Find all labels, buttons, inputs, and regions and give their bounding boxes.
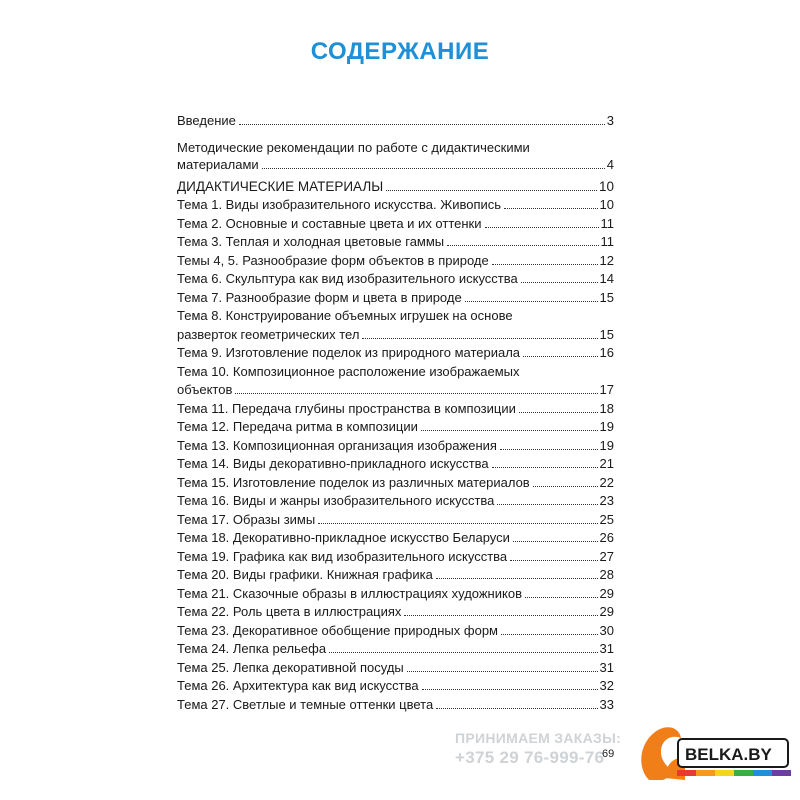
dot-leader: [492, 264, 598, 265]
dot-leader: [386, 190, 597, 191]
toc-section-didactic: [177, 178, 614, 197]
dot-leader: [447, 245, 598, 246]
toc-entry-title: Методические рекомендации по работе с дидактическими: [177, 139, 530, 155]
dot-leader: [533, 486, 598, 487]
toc-entry-title: Тема 1. Виды изобразительного искусства. Живопись: [177, 197, 502, 212]
toc-entry-title: Тема 25. Лепка декоративной посуды: [177, 659, 404, 675]
toc-entry: [177, 270, 614, 289]
logo-text: BELKA.BY: [677, 738, 789, 768]
toc-entry-title: Тема 6. Скульптура как вид изобразительного искусства: [177, 271, 518, 286]
toc-entry-title: Тема 20. Виды графики. Книжная графика: [177, 567, 433, 582]
toc-entry-page: 19: [599, 437, 614, 453]
toc-entry: [177, 585, 614, 604]
toc-entry-title: Тема 23. Декоративное обобщение природных форм: [177, 622, 498, 638]
toc-entry-title: Тема 18. Декоративно-прикладное искусство Беларуси: [177, 530, 510, 545]
dot-leader: [504, 208, 597, 209]
toc-entry-title: Тема 17. Образы зимы: [177, 511, 316, 527]
watermark-phone: +375 29 76-999-76: [455, 748, 605, 767]
toc-entry: [177, 677, 614, 696]
toc-entry-page: 30: [599, 622, 614, 638]
dot-leader: [497, 504, 597, 505]
page-title: СОДЕРЖАНИЕ: [310, 38, 490, 65]
toc-entry-page: 11: [600, 215, 614, 231]
toc-entry-page: 17: [599, 382, 614, 397]
toc-entry-title: Тема 21. Сказочные образы в иллюстрациях художников: [177, 585, 522, 601]
dot-leader: [262, 168, 605, 169]
toc-entry-page: 22: [599, 474, 614, 490]
dot-leader: [239, 124, 605, 125]
toc-entry: [177, 252, 614, 271]
toc-entry-page: 14: [599, 271, 614, 286]
toc-entry: [177, 233, 614, 252]
toc-entry-title: Темы 4, 5. Разнообразие форм объектов в природе: [177, 252, 489, 268]
toc-entry-title: Тема 24. Лепка рельефа: [177, 641, 327, 656]
logo-rainbow-stripe: [677, 770, 791, 776]
toc-entry-page: 28: [599, 567, 614, 582]
toc-entry: [177, 344, 614, 363]
toc-entry-title: Тема 15. Изготовление поделок из различных материалов: [177, 474, 530, 490]
dot-leader: [525, 597, 598, 598]
toc-entry-page: 10: [598, 178, 614, 194]
dot-leader: [519, 412, 598, 413]
toc-entry-page: 21: [599, 456, 614, 471]
toc-entry: [177, 215, 614, 234]
toc-entry-methodical: [177, 139, 614, 174]
toc-entry-page: 3: [606, 113, 614, 128]
dot-leader: [501, 634, 598, 635]
toc-entry: [177, 603, 614, 622]
toc-entry-title: Тема 9. Изготовление поделок из природного материала: [177, 345, 521, 360]
toc-entry-page: 4: [606, 156, 614, 172]
toc-section-title: ДИДАКТИЧЕСКИЕ МАТЕРИАЛЫ: [177, 178, 384, 194]
toc-entry-title-cont: разверток геометрических тел: [177, 326, 360, 342]
dot-leader: [407, 671, 598, 672]
toc-entry: [177, 492, 614, 511]
toc-entry: [177, 640, 614, 659]
toc-entry-page: 26: [599, 530, 614, 545]
dot-leader: [329, 652, 597, 653]
toc-entry: [177, 696, 614, 715]
toc-entry-page: 23: [599, 493, 614, 508]
toc-entry: [177, 548, 614, 567]
toc-entry-title: Введение: [177, 113, 236, 128]
toc-entry-8: [177, 307, 614, 344]
toc-entry-title: Тема 7. Разнообразие форм и цвета в природе: [177, 289, 462, 305]
toc-entry-title: Тема 3. Теплая и холодная цветовые гаммы: [177, 234, 445, 249]
toc-entry: [177, 566, 614, 585]
toc-entry-page: 11: [600, 234, 614, 249]
toc-entry: [177, 400, 614, 419]
toc-entry-title: Тема 8. Конструирование объемных игрушек на основе: [177, 308, 513, 323]
dot-leader: [485, 227, 599, 228]
dot-leader: [422, 689, 598, 690]
toc-entry-intro: [177, 112, 614, 131]
toc-entry: [177, 529, 614, 548]
dot-leader: [235, 393, 597, 394]
dot-leader: [500, 449, 598, 450]
toc-entry-page: 16: [599, 345, 614, 360]
dot-leader: [436, 708, 597, 709]
dot-leader: [421, 430, 598, 431]
dot-leader: [523, 356, 597, 357]
toc-entry-page: 33: [599, 696, 614, 712]
toc-entry-page: 32: [599, 678, 614, 693]
dot-leader: [510, 560, 597, 561]
dot-leader: [362, 338, 597, 339]
toc-entry: [177, 511, 614, 530]
toc-entry-page: 15: [599, 289, 614, 305]
toc-entry: [177, 455, 614, 474]
dot-leader: [521, 282, 598, 283]
table-of-contents: [177, 112, 614, 714]
toc-entry-page: 31: [599, 641, 614, 656]
toc-entry: [177, 622, 614, 641]
page-number: 69: [602, 748, 615, 760]
order-watermark: [455, 728, 655, 768]
toc-entry-page: 15: [599, 326, 614, 342]
toc-entry-title: Тема 14. Виды декоративно-прикладного искусства: [177, 456, 489, 471]
toc-entry: [177, 474, 614, 493]
dot-leader: [318, 523, 597, 524]
toc-entry-page: 10: [599, 197, 614, 212]
toc-entry-title: Тема 22. Роль цвета в иллюстрациях: [177, 604, 402, 619]
toc-entry: [177, 196, 614, 215]
toc-entry-title: Тема 12. Передача ритма в композиции: [177, 419, 418, 434]
dot-leader: [436, 578, 598, 579]
toc-entry-page: 27: [599, 548, 614, 564]
toc-entry-title: Тема 27. Светлые и темные оттенки цвета: [177, 696, 434, 712]
toc-entry-title-cont: материалами: [177, 156, 259, 172]
toc-entry-title: Тема 2. Основные и составные цвета и их оттенки: [177, 215, 482, 231]
toc-entry-title: Тема 10. Композиционное расположение изображаемых: [177, 363, 520, 379]
dot-leader: [492, 467, 598, 468]
toc-entry: [177, 659, 614, 678]
toc-entry-10: [177, 363, 614, 400]
toc-entry-page: 12: [599, 252, 614, 268]
toc-entry-page: 29: [599, 585, 614, 601]
toc-entry-title-cont: объектов: [177, 382, 233, 397]
belka-logo[interactable]: [635, 718, 795, 788]
toc-entry-title: Тема 13. Композиционная организация изображения: [177, 437, 497, 453]
toc-entry-title: Тема 11. Передача глубины пространства в композиции: [177, 400, 516, 416]
toc-entry: [177, 437, 614, 456]
toc-entry-page: 18: [599, 400, 614, 416]
toc-entry-title: Тема 19. Графика как вид изобразительного искусства: [177, 548, 508, 564]
dot-leader: [404, 615, 597, 616]
watermark-line: ПРИНИМАЕМ ЗАКАЗЫ:: [455, 730, 622, 746]
toc-entry-page: 19: [599, 419, 614, 434]
toc-entry-page: 29: [599, 604, 614, 619]
toc-entry-title: Тема 26. Архитектура как вид искусства: [177, 678, 419, 693]
dot-leader: [465, 301, 598, 302]
toc-entry: [177, 289, 614, 308]
toc-entry-page: 25: [599, 511, 614, 527]
dot-leader: [513, 541, 598, 542]
toc-entry: [177, 418, 614, 437]
toc-entry-title: Тема 16. Виды и жанры изобразительного искусства: [177, 493, 495, 508]
toc-entry-page: 31: [599, 659, 614, 675]
